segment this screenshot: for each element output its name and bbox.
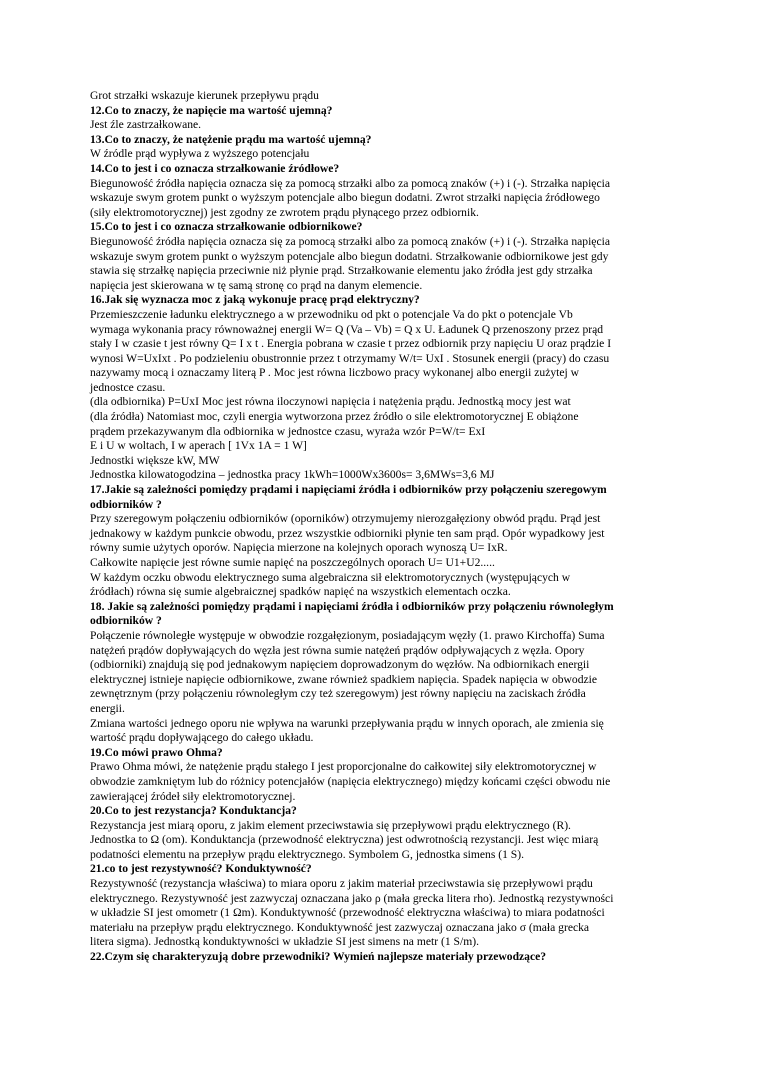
body-text-line: Rezystancja jest miarą oporu, z jakim element przeciwstawia się przepływowi prądu elektrycznego (R).	[90, 818, 571, 832]
body-text-line: elektrycznej istnieje napięcie odbiornikowe, zwane również spadkiem napięcia. Spadek napięcia w obwodzie	[90, 672, 598, 686]
body-text-line: Połączenie równoległe występuje w obwodzie rozgałęzionym, posiadającym węzły (1. prawo Kirchoffa) Suma	[90, 628, 605, 642]
body-text-line: wymaga wykonania pracy równoważnej energii W= Q (Va – Vb) = Q x U. Ładunek Q przenoszony przez prąd	[90, 322, 604, 336]
body-text-line: (siły elektromotorycznej) jest zgodny ze zwrotem prądu płynącego przez odbiornik.	[90, 205, 479, 219]
body-text-line: (dla źródła) Natomiast moc, czyli energia wytworzona przez źródło o sile elektromotorycznej E obiążone	[90, 410, 579, 424]
question-heading: 16.Jak się wyznacza moc z jaką wykonuje pracę prąd elektryczny?	[90, 293, 420, 307]
body-text-line: wynosi W=UxIxt . Po podzieleniu obustronnie przez t otrzymamy W/t= UxI . Stosunek energii (pracy) do czasu	[90, 351, 610, 365]
body-text-line: jednostce czasu.	[90, 380, 166, 394]
body-text-line: wskazuje swym grotem punkt o wyższym potencjale albo biegun dodatni. Strzałkowanie odbiornikowe jest gdy	[90, 249, 609, 263]
body-text-line: Zmiana wartości jednego oporu nie wpływa na warunki przepływania prądu w innych oporach, ale zmienia się	[90, 716, 604, 730]
body-text-line: nazywamy mocą i oznaczamy literą P . Moc jest równa liczbowo pracy wykonanej albo energii zużytej w	[90, 366, 580, 380]
body-text-line: E i U w woltach, I w aperach [ 1Vx 1A = 1 W]	[90, 439, 307, 453]
body-text-line: Jednostka kilowatogodzina – jednostka pracy 1kWh=1000Wx3600s= 3,6MWs=3,6 MJ	[90, 468, 495, 482]
body-text-line: litera sigma). Jednostką konduktywności w układzie SI jest simens na metr (1 S/m).	[90, 935, 479, 949]
body-text-line: źródłach) równa się sumie algebraicznej spadków napięć na wszystkich elementach oczka.	[90, 585, 511, 599]
body-text-line: wskazuje swym grotem punkt o wyższym potencjale albo biegun dodatni. Zwrot strzałki napięcia źródłowego	[90, 191, 600, 205]
body-text-line: równy sumie użytych oporów. Napięcia mierzone na kolejnych oporach wynoszą U= IxR.	[90, 541, 508, 555]
body-text-line: Przy szeregowym połączeniu odbiorników (oporników) otrzymujemy nierozgałęziony obwód prądu. Prąd jest	[90, 512, 601, 526]
body-text-line: natężeń prądów dopływających do węzła jest równa sumie natężeń prądów odpływających z węzła. Opory	[90, 643, 585, 657]
body-text-line: energii.	[90, 701, 125, 715]
body-text-line: (dla odbiornika) P=UxI Moc jest równa iloczynowi napięcia i natężenia prądu. Jednostką mocy jest wat	[90, 395, 571, 409]
body-text-line: zawierającej źródeł siły elektromotorycznej.	[90, 789, 296, 803]
body-text-line: Biegunowość źródła napięcia oznacza się za pomocą strzałki albo za pomocą znaków (+) i (-). Strzałka napięcia	[90, 234, 610, 248]
question-heading: 14.Co to jest i co oznacza strzałkowanie źródłowe?	[90, 161, 340, 175]
body-text-line: obwodzie zamkniętym lub do różnicy potencjałów (napięcia elektrycznego) między końcami części obwodu nie	[90, 774, 611, 788]
question-heading: 12.Co to znaczy, że napięcie ma wartość ujemną?	[90, 103, 333, 117]
question-heading: odbiorników ?	[90, 497, 162, 511]
body-text-line: wartość prądu dopływającego do całego układu.	[90, 731, 314, 745]
body-text-line: Całkowite napięcie jest równe sumie napięć na poszczególnych oporach U= U1+U2.....	[90, 556, 495, 569]
question-heading: 18. Jakie są zależności pomiędzy prądami i napięciami źródła i odbiorników przy połączeniu równoległym	[90, 599, 614, 613]
body-text-line: Rezystywność (rezystancja właściwa) to miara oporu z jakim materiał przeciwstawia się przepływowi prądu	[90, 877, 593, 891]
body-text-line: Prawo Ohma mówi, że natężenie prądu stałego I jest proporcjonalne do całkowitej siły elektromotorycznej w	[90, 760, 597, 774]
body-text-line: stawia się strzałkę napięcia przeciwnie niż płynie prąd. Strzałkowanie elementu jako źródła jest gdy strzałka	[90, 264, 593, 278]
body-text-line: W każdym oczku obwodu elektrycznego suma algebraiczna sił elektromotorycznych (występujących w	[90, 570, 571, 584]
body-text-line: Przemieszczenie ładunku elektrycznego a w przewodniku od pkt o potencjale Va do pkt o potencjale Vb	[90, 307, 573, 321]
question-heading: 15.Co to jest i co oznacza strzałkowanie odbiornikowe?	[90, 220, 363, 234]
body-text-line: podatności elementu na przepływ prądu elektrycznego. Symbolem G, jednostka simens (1 S).	[90, 847, 525, 861]
question-heading: 13.Co to znaczy, że natężenie prądu ma wartość ujemną?	[90, 132, 372, 146]
question-heading: 20.Co to jest rezystancja? Konduktancja?	[90, 804, 297, 818]
body-text-line: W źródle prąd wypływa z wyższego potencjału	[90, 147, 310, 161]
question-heading: 22.Czym się charakteryzują dobre przewodniki? Wymień najlepsze materiały przewodzące?	[90, 950, 547, 964]
question-heading: 17.Jakie są zależności pomiędzy prądami i napięciami źródła i odbiorników przy połączeniu szeregowym	[90, 483, 607, 497]
body-text-line: w układzie SI jest omometr (1 Ωm). Konduktywność (przewodność elektryczna właściwa) to miara podatności	[90, 906, 605, 920]
body-text-line: materiału na przepływ prądu elektrycznego. Konduktywność jest zazwyczaj oznaczana jako σ (mała grecka	[90, 920, 590, 934]
body-text-line: prądem przekazywanym dla odbiornika w jednostce czasu, wyraża wzór P=W/t= ExI	[90, 424, 486, 438]
body-text-line: Grot strzałki wskazuje kierunek przepływu prądu	[90, 89, 319, 102]
question-heading: odbiorników ?	[90, 614, 162, 628]
body-text-line: napięcia jest skierowana w tę samą stronę co prąd na danym elemencie.	[90, 278, 423, 292]
body-text-line: Jednostka to Ω (om). Konduktancja (przewodność elektryczna) jest odwrotnością rezystancji. Jest więc miarą	[90, 833, 599, 847]
body-text-line: Biegunowość źródła napięcia oznacza się za pomocą strzałki albo za pomocą znaków (+) i (-). Strzałka napięcia	[90, 176, 610, 190]
body-text-line: stały I w czasie t jest równy Q= I x t . Energia pobrana w czasie t przez odbiornik przy napięciu U oraz prądzie I	[90, 337, 612, 351]
document-page	[90, 89, 674, 965]
body-text-line: (odbiorniki) znajdują się pod jednakowym napięciem doprowadzonym do węzłów. Na odbiornikach energii	[90, 658, 590, 672]
question-heading: 21.co to jest rezystywność? Konduktywność?	[90, 862, 312, 876]
body-text-line: zewnętrznym (przy połączeniu równoległym czy też szeregowym) jest równy napięciu na zaciskach źródła	[90, 687, 586, 701]
body-text-line: Jest źle zastrzałkowane.	[90, 118, 202, 132]
body-text-line: Jednostki większe kW, MW	[90, 453, 220, 467]
question-heading: 19.Co mówi prawo Ohma?	[90, 745, 223, 759]
body-text-line: jednakowy w każdym punkcie obwodu, przez wszystkie odbiorniki płynie ten sam prąd. Opór wypadkowy jest	[90, 526, 605, 540]
body-text-line: elektrycznego. Rezystywność jest zazwyczaj oznaczana jako ρ (mała grecka litera rho). Jednostką rezystywności	[90, 891, 614, 905]
